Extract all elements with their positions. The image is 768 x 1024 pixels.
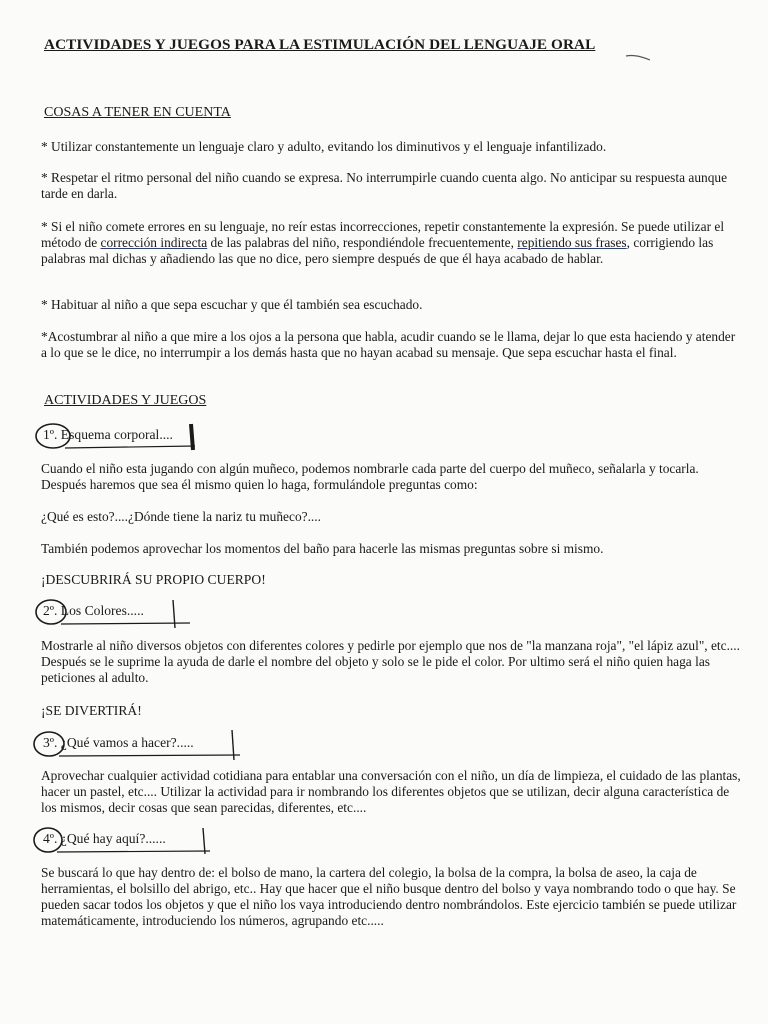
activity-4-label: 4º. ¿Qué hay aquí?...... [43,831,166,846]
paragraph-4: * Habituar al niño a que sepa escuchar y que él también sea escuchado. [41,297,423,312]
activity-1-label: 1º. Esquema corporal.... [43,427,173,442]
activity-2-paragraph-1: Mostrarle al niño diversos objetos con diferentes colores y pedirle por ejemplo que nos de "la manzana roja", "el lápiz azul", etc.... Después se le suprime la ayuda de darle el nombre del objeto y solo se le pide el color. Por ultimo será el niño quien haga las peticiones al adulto. [41,638,740,685]
activity-2-label: 2º. Los Colores..... [43,603,144,618]
activity-1-paragraph-2: ¿Qué es esto?....¿Dónde tiene la nariz tu muñeco?.... [41,509,321,524]
activity-1-closing: ¡DESCUBRIRÁ SU PROPIO CUERPO! [41,572,266,587]
activity-3-header [25,730,245,756]
activity-4-header [25,826,215,852]
activity-1-header [25,422,205,448]
activity-2-header [25,598,195,624]
activity-3-paragraph-1: Aprovechar cualquier actividad cotidiana para entablar una conversación con el niño, un día de limpieza, el cuidado de las plantas, hacer un pastel, etc.... Utilizar la actividad para ir nombrando los diferentes objetos que se utilizan, decir alguna característica de los mismos, decir cosas que sean parecidas, diferentes, etc.... [41,768,741,815]
activity-1-paragraph-3: También podemos aprovechar los momentos del baño para hacerle las mismas preguntas sobre si mismo. [41,541,604,556]
paragraph-1: * Utilizar constantemente un lenguaje claro y adulto, evitando los diminutivos y el lenguaje infantilizado. [41,139,607,154]
activity-3-label: 3º. ¿Qué vamos a hacer?..... [43,735,194,750]
paragraph-3-part-c: de las palabras del niño, respondiéndole frecuentemente, [207,235,518,250]
document-title: ACTIVIDADES Y JUEGOS PARA LA ESTIMULACIÓN DEL LENGUAJE ORAL [44,36,596,53]
paragraph-5: *Acostumbrar al niño a que mire a los ojos a la persona que habla, acudir cuando se le llama, dejar lo que esta haciendo y atender a lo que se le dice, no interrumpir a los demás hasta que no hayan acabad su mensaje. Que sepa escuchar hasta el final. [41,329,736,360]
paragraph-3 [41,219,741,267]
highlight-repitiendo-sus-frases: repitiendo sus frases [517,235,627,250]
highlight-correccion-indirecta: corrección indirecta [100,235,208,250]
pen-stroke-decoration [624,44,654,64]
section-heading-cosas: COSAS A TENER EN CUENTA [44,105,231,120]
section-heading-actividades: ACTIVIDADES Y JUEGOS [44,393,207,408]
activity-1-paragraph-1: Cuando el niño esta jugando con algún muñeco, podemos nombrarle cada parte del cuerpo del muñeco, señalarla y tocarla. Después haremos que sea él mismo quien lo haga, formulándole preguntas como: [41,461,699,492]
paragraph-3-part-a: * Si el niño comete errores en su lenguaje, no reír estas incorrecciones, repetir constantemente la expresión. Se puede utilizar el método de [41,219,725,250]
paragraph-2: * Respetar el ritmo personal del niño cuando se expresa. No interrumpirle cuando cuenta algo. No anticipar su respuesta aunque tarde en darla. [41,170,728,201]
paragraph-3-part-e: , corrigiendo las palabras mal dichas y añadiendo las que no dice, pero siempre después de que él haya acabado de hablar. [41,235,714,266]
activity-2-closing: ¡SE DIVERTIRÁ! [41,703,142,718]
activity-4-paragraph-1: Se buscará lo que hay dentro de: el bolso de mano, la cartera del colegio, la bolsa de la compra, la bolsa de aseo, la caja de herramientas, el bolsillo del abrigo, etc.. Hay que hacer que el niño busque dentro del bolso y vaya nombrando todo o que hay. Se pueden sacar todos los objetos y que el niño los vaya introduciendo dentro nombrándolos. Este ejercicio también se puede utilizar matemáticamente, introduciendo los números, agrupando etc..... [41,865,737,928]
